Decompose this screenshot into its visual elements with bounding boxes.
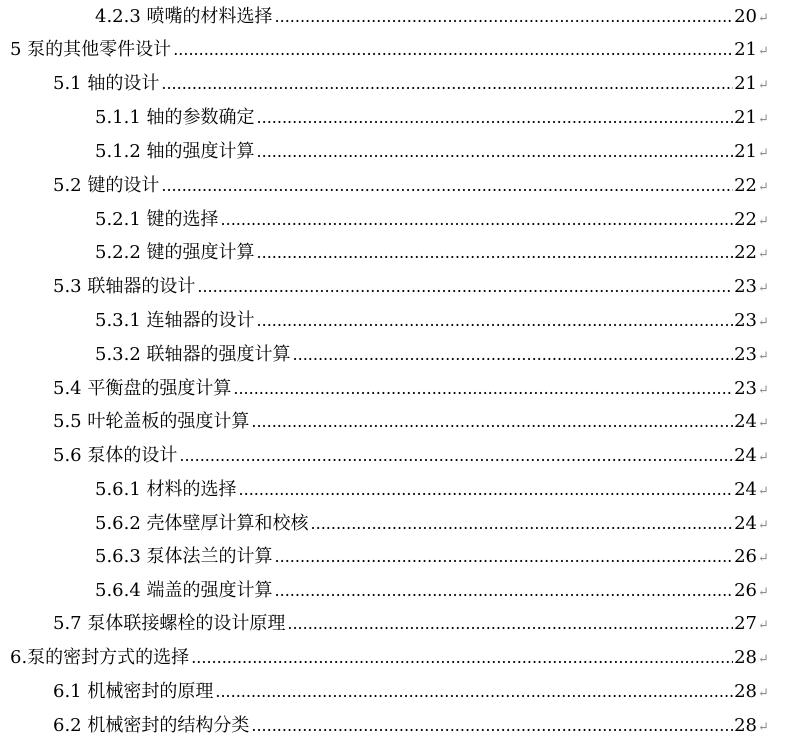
toc-entry-title: 5.6.1 材料的选择 (95, 479, 237, 500)
toc-entry[interactable] (53, 405, 770, 439)
toc-entry-title: 5.3.2 联轴器的强度计算 (95, 344, 291, 365)
paragraph-mark-icon: ↵ (758, 78, 769, 93)
toc-entry[interactable] (95, 507, 770, 541)
toc-entry-title: 5.1.1 轴的参数确定 (95, 107, 255, 128)
toc-entry-title: 6.2 机械密封的结构分类 (53, 715, 250, 736)
paragraph-mark-icon: ↵ (758, 214, 769, 229)
toc-entry-title: 5.7 泵体联接螺栓的设计原理 (53, 613, 286, 634)
toc-entry-page: 23 (734, 344, 757, 365)
toc-leader-dots (191, 641, 733, 675)
toc-entry[interactable] (53, 709, 770, 743)
toc-entry-title: 5.3 联轴器的设计 (53, 276, 196, 297)
paragraph-mark-icon: ↵ (758, 247, 769, 262)
paragraph-mark-icon: ↵ (758, 518, 769, 533)
paragraph-mark-icon: ↵ (758, 11, 769, 26)
toc-entry-page: 26 (734, 546, 757, 567)
toc-entry-page: 24 (734, 513, 757, 534)
paragraph-mark-icon: ↵ (758, 383, 769, 398)
toc-entry[interactable] (53, 607, 770, 641)
paragraph-mark-icon: ↵ (758, 618, 769, 633)
toc-entry[interactable] (95, 236, 770, 270)
toc-entry-title: 5.2 键的设计 (53, 175, 160, 196)
toc-entry-title: 5.6.4 端盖的强度计算 (95, 580, 273, 601)
toc-leader-dots (311, 507, 733, 541)
paragraph-mark-icon: ↵ (758, 281, 769, 296)
toc-leader-dots (239, 473, 733, 507)
paragraph-mark-icon: ↵ (758, 652, 769, 667)
toc-entry-page: 28 (734, 715, 757, 736)
paragraph-mark-icon: ↵ (758, 112, 769, 127)
paragraph-mark-icon: ↵ (758, 585, 769, 600)
toc-entry-title: 5.4 平衡盘的强度计算 (53, 378, 232, 399)
paragraph-mark-icon: ↵ (758, 315, 769, 330)
toc-entry[interactable] (53, 439, 770, 473)
toc-entry-page: 24 (734, 479, 757, 500)
toc-entry-page: 22 (734, 175, 757, 196)
toc-leader-dots (179, 439, 733, 473)
toc-leader-dots (221, 203, 733, 237)
paragraph-mark-icon: ↵ (758, 146, 769, 161)
toc-leader-dots (275, 540, 733, 574)
toc-entry-page: 21 (734, 107, 757, 128)
toc-leader-dots (275, 574, 733, 608)
toc-entry-page: 28 (734, 647, 757, 668)
toc-entry[interactable] (53, 169, 770, 203)
toc-entry[interactable] (95, 338, 770, 372)
toc-entry-page: 21 (734, 73, 757, 94)
toc-entry[interactable] (95, 473, 770, 507)
paragraph-mark-icon: ↵ (758, 551, 769, 566)
toc-entry-page: 24 (734, 445, 757, 466)
toc-entry-title: 4.2.3 喷嘴的材料选择 (95, 6, 273, 27)
toc-entry-page: 22 (734, 209, 757, 230)
toc-leader-dots (251, 405, 733, 439)
toc-entry-title: 5.6 泵体的设计 (53, 445, 178, 466)
toc-leader-dots (257, 135, 733, 169)
toc-leader-dots (251, 709, 733, 743)
toc-entry[interactable] (95, 304, 770, 338)
toc-leader-dots (275, 0, 733, 34)
toc-entry-page: 20 (734, 6, 757, 27)
toc-entry-page: 27 (734, 613, 757, 634)
toc-leader-dots (197, 270, 733, 304)
toc-leader-dots (257, 304, 733, 338)
toc-entry[interactable] (95, 135, 770, 169)
toc-leader-dots (161, 169, 733, 203)
toc-leader-dots (293, 338, 733, 372)
toc-entry-page: 26 (734, 580, 757, 601)
paragraph-mark-icon: ↵ (758, 180, 769, 195)
toc-entry[interactable] (95, 203, 770, 237)
toc-entry-title: 5.6.3 泵体法兰的计算 (95, 546, 273, 567)
toc-entry[interactable] (53, 675, 770, 709)
toc-entry[interactable] (10, 641, 770, 675)
toc-leader-dots (287, 607, 733, 641)
toc-leader-dots (233, 372, 733, 406)
toc-entry-title: 5.2.1 键的选择 (95, 209, 219, 230)
toc-entry-title: 5.3.1 连轴器的设计 (95, 310, 255, 331)
toc-entry-title: 6.1 机械密封的原理 (53, 681, 214, 702)
toc-entry[interactable] (95, 0, 770, 34)
toc-entry[interactable] (95, 574, 770, 608)
paragraph-mark-icon: ↵ (758, 484, 769, 499)
toc-leader-dots (257, 101, 733, 135)
toc-leader-dots (173, 33, 733, 67)
toc-entry[interactable] (10, 33, 770, 67)
paragraph-mark-icon: ↵ (758, 416, 769, 431)
paragraph-mark-icon: ↵ (758, 686, 769, 701)
toc-entry-title: 5 泵的其他零件设计 (10, 39, 172, 60)
toc-entry[interactable] (53, 372, 770, 406)
toc-entry-page: 22 (734, 242, 757, 263)
paragraph-mark-icon: ↵ (758, 720, 769, 735)
toc-entry[interactable] (95, 540, 770, 574)
toc-entry-title: 6.泵的密封方式的选择 (10, 647, 190, 668)
toc-entry[interactable] (95, 101, 770, 135)
toc-entry-page: 21 (734, 141, 757, 162)
paragraph-mark-icon: ↵ (758, 349, 769, 364)
toc-leader-dots (215, 675, 733, 709)
toc-entry-page: 28 (734, 681, 757, 702)
paragraph-mark-icon: ↵ (758, 44, 769, 59)
toc-entry-title: 5.5 叶轮盖板的强度计算 (53, 411, 250, 432)
toc-entry-page: 24 (734, 411, 757, 432)
toc-entry[interactable] (53, 67, 770, 101)
toc-leader-dots (257, 236, 733, 270)
toc-entry-page: 23 (734, 276, 757, 297)
toc-entry-title: 5.6.2 壳体壁厚计算和校核 (95, 513, 309, 534)
toc-entry-page: 23 (734, 378, 757, 399)
toc-entry-title: 5.1 轴的设计 (53, 73, 160, 94)
toc-entry-title: 5.1.2 轴的强度计算 (95, 141, 255, 162)
toc-entry-page: 23 (734, 310, 757, 331)
toc-leader-dots (161, 67, 733, 101)
toc-entry-title: 5.2.2 键的强度计算 (95, 242, 255, 263)
toc-entry[interactable] (53, 270, 770, 304)
toc-entry-page: 21 (734, 39, 757, 60)
paragraph-mark-icon: ↵ (758, 450, 769, 465)
